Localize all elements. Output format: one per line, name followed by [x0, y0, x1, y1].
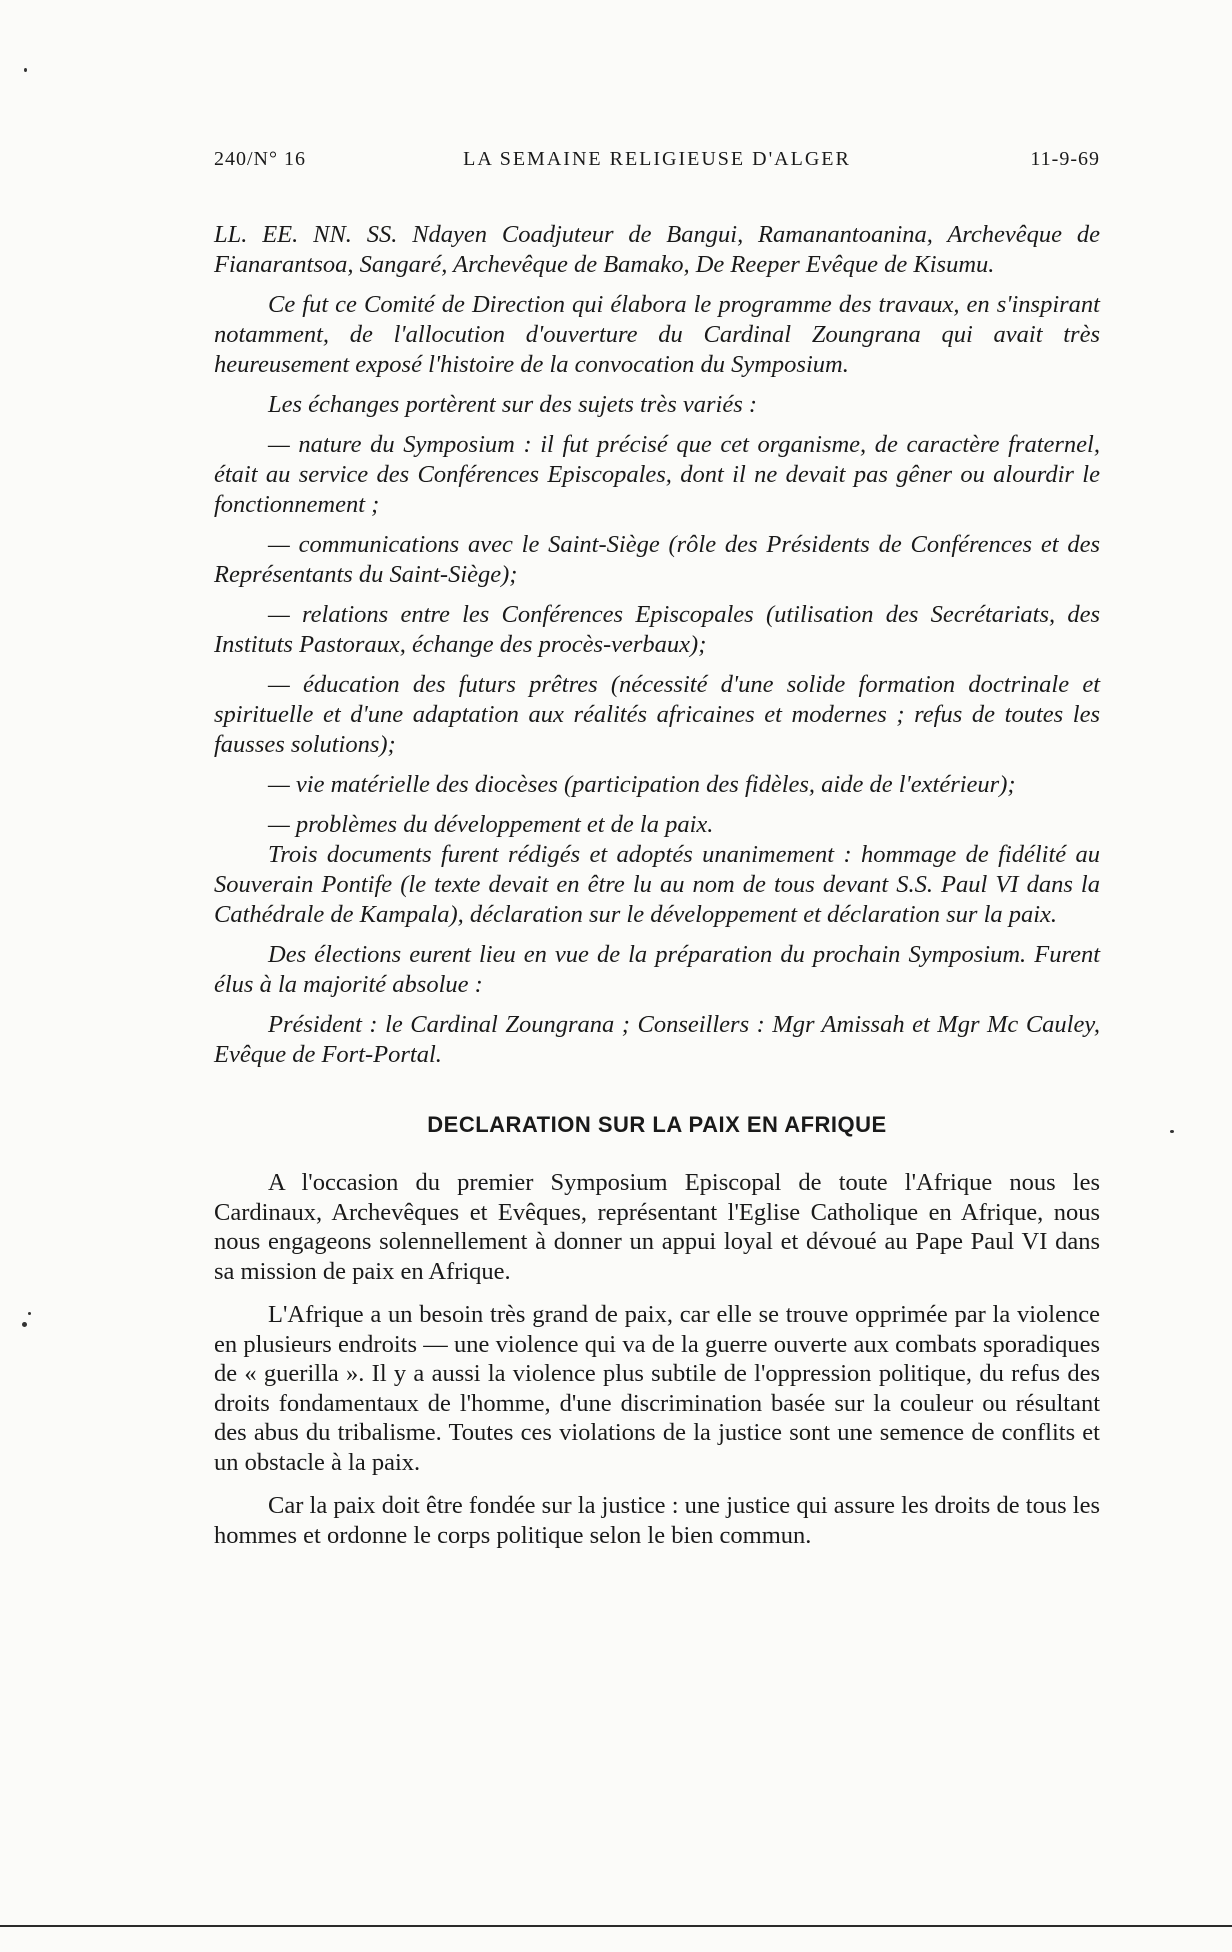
scan-speck — [24, 68, 27, 72]
paragraph-bishops-list: LL. EE. NN. SS. Ndayen Coadjuteur de Bangui, Ramanantoanina, Archevêque de Fianarantsoa, Sangaré, Archevêque de Bamako, De Reeper Evêque de Kisumu. — [214, 221, 1100, 278]
scan-speck — [28, 1312, 31, 1315]
paragraph-justice: Car la paix doit être fondée sur la justice : une justice qui assure les droits de tous les hommes et ordonne le corps politique selon le bien commun. — [214, 1492, 1100, 1549]
list-item-development: — problèmes du développement et de la paix. — [268, 811, 714, 838]
list-item-nature: — nature du Symposium : il fut précisé que cet organisme, de caractère fraternel, était au service des Conférences Episcopales, dont il ne devait pas gêner ou alourdir le fonctionnement ; — [214, 431, 1100, 518]
list-item-education: — éducation des futurs prêtres (nécessité d'une solide formation doctrinale et spirituelle et d'une adaptation aux réalités africaines et modernes ; refus de toutes les fausses solutions); — [214, 671, 1100, 758]
issue-date: 11-9-69 — [1030, 148, 1100, 170]
paragraph-declaration-intro: A l'occasion du premier Symposium Episcopal de toute l'Afrique nous les Cardinaux, Archevêques et Evêques, représentant l'Eglise Catholique en Afrique, nous nous engageons solennellement à donner un appui loyal et dévoué au Pape Paul VI dans sa mission de paix en Afrique. — [214, 1169, 1100, 1285]
page-number: 240/N° 16 — [214, 148, 306, 170]
section-heading: DECLARATION SUR LA PAIX EN AFRIQUE — [427, 1112, 887, 1137]
paragraph-documents: Trois documents furent rédigés et adoptés unanimement : hommage de fidélité au Souverain Pontife (le texte devait en être lu au nom de tous devant S.S. Paul VI dans la Cathédrale de Kampala), déclaration sur le développement et déclaration sur la paix. — [214, 841, 1100, 928]
declaration-section — [214, 1168, 1100, 1550]
running-header — [214, 148, 1100, 184]
list-item-communications: — communications avec le Saint-Siège (rôle des Présidents de Conférences et des Représentants du Saint-Siège); — [214, 531, 1100, 588]
paragraph-elections: Des élections eurent lieu en vue de la préparation du prochain Symposium. Furent élus à la majorité absolue : — [214, 941, 1100, 998]
paragraph-committee: Ce fut ce Comité de Direction qui élabora le programme des travaux, en s'inspirant notamment, de l'allocution d'ouverture du Cardinal Zoungrana qui avait très heureusement exposé l'histoire de la convocation du Symposium. — [214, 291, 1100, 378]
italic-section — [214, 220, 1100, 1070]
list-item-material-life: — vie matérielle des diocèses (participation des fidèles, aide de l'extérieur); — [268, 771, 1016, 798]
paragraph-violence: L'Afrique a un besoin très grand de paix, car elle se trouve opprimée par la violence en plusieurs endroits — une violence qui va de la guerre ouverte aux combats sporadiques de « guerilla ». Il y a aussi la violence plus subtile de l'oppression politique, du refus des droits fondamentaux de l'homme, d'une discrimination basée sur la couleur ou résultant des abus du tribalisme. Toutes ces violations de la justice sont une semence de conflits et un obstacle à la paix. — [214, 1301, 1100, 1476]
paragraph-officers: Président : le Cardinal Zoungrana ; Conseillers : Mgr Amissah et Mgr Mc Cauley, Evêque de Fort-Portal. — [214, 1011, 1100, 1068]
article-body — [214, 220, 1100, 1564]
scan-speck — [22, 1322, 27, 1327]
list-item-relations: — relations entre les Conférences Episcopales (utilisation des Secrétariats, des Instituts Pastoraux, échange des procès-verbaux); — [214, 601, 1100, 658]
scan-speck — [1170, 1130, 1174, 1133]
bottom-rule — [0, 1925, 1232, 1927]
paragraph-exchanges-intro: Les échanges portèrent sur des sujets très variés : — [268, 391, 758, 418]
publication-title: LA SEMAINE RELIGIEUSE D'ALGER — [463, 148, 851, 170]
